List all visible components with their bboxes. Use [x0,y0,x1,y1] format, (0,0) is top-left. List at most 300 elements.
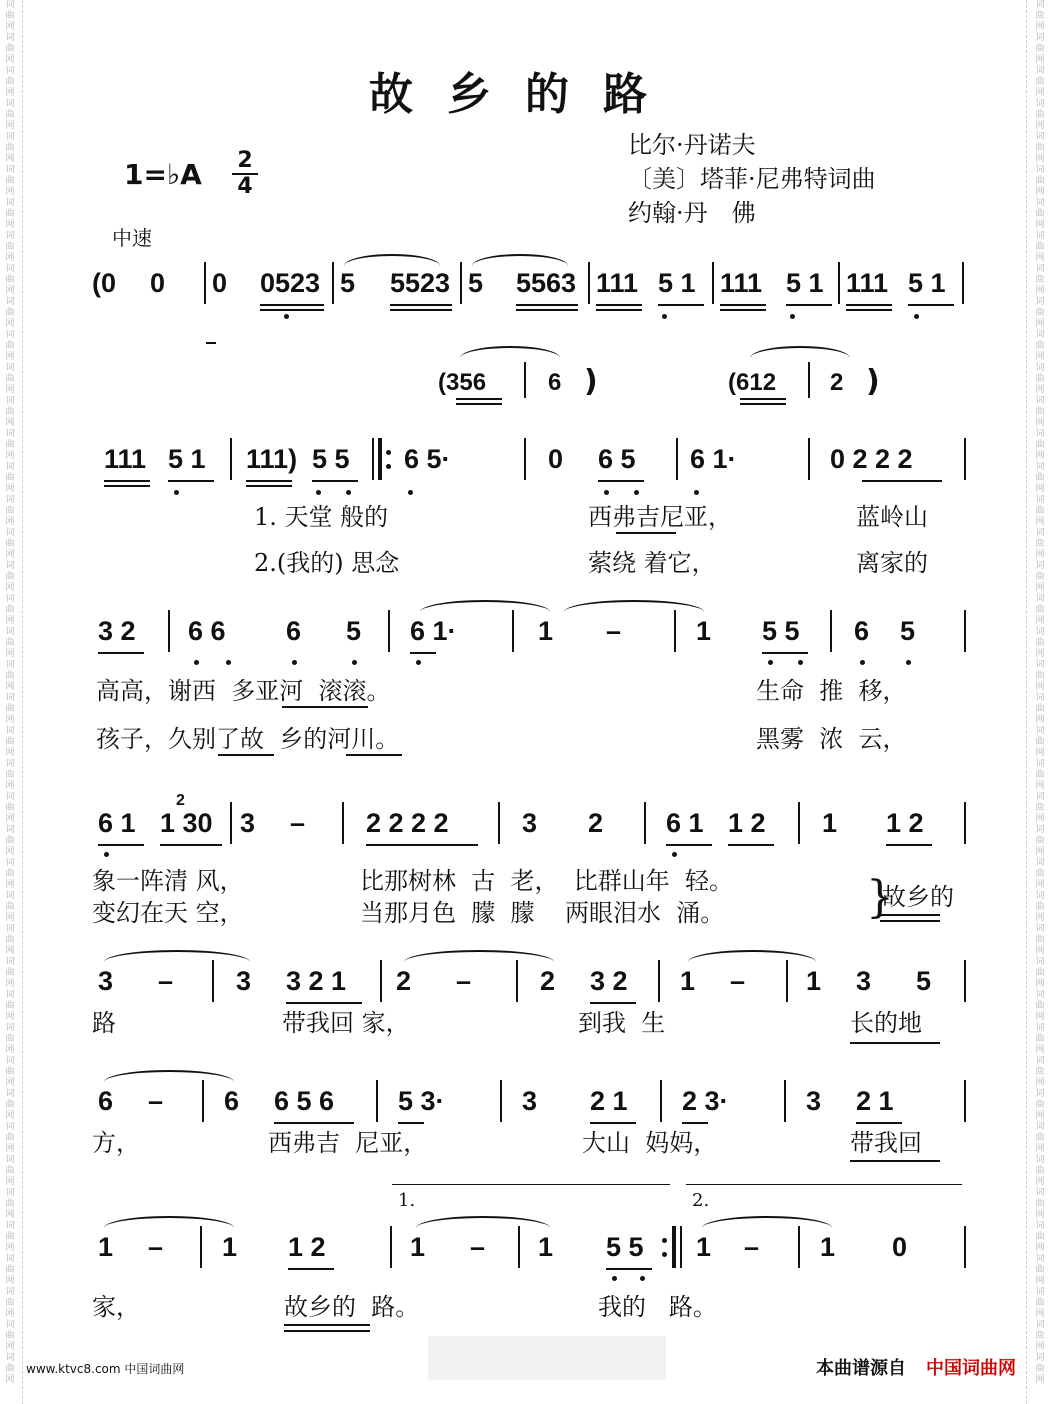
barline [674,610,676,652]
watermark-glyph: 词 [5,297,15,307]
volta-1: 1. [398,1190,416,1211]
brace: } [866,872,894,923]
barline [230,802,232,844]
watermark-glyph: 词 [5,132,15,142]
lyric-verse-2: 离家的 [856,549,928,577]
watermark-glyph: 曲 [5,44,15,54]
note: (0 [92,268,117,298]
watermark-glyph: 曲 [5,110,15,120]
barline [524,438,526,480]
note: 111) [246,444,298,474]
watermark-glyph: 曲 [5,836,15,846]
watermark-glyph: 网 [1035,220,1045,230]
lyric-chorus: 西弗吉 尼亚， [268,1129,428,1157]
note: 3 [240,808,256,838]
watermark-glyph: 网 [5,22,15,32]
watermark-glyph: 词 [5,1254,15,1264]
watermark-glyph: 词 [1035,330,1045,340]
note: 1 [680,966,696,996]
watermark-glyph: 词 [1035,660,1045,670]
watermark-glyph: 曲 [1035,935,1045,945]
watermark-glyph: 网 [5,979,15,989]
volta-2: 2. [692,1190,710,1211]
note: 6 1· [410,616,457,646]
barline [798,802,800,844]
watermark-glyph: 网 [5,154,15,164]
note: (612 [728,369,777,396]
watermark-glyph: 曲 [5,209,15,219]
watermark-glyph: 词 [5,1320,15,1330]
watermark-glyph: 词 [5,1155,15,1165]
watermark-glyph: 词 [1035,1320,1045,1330]
watermark-glyph: 网 [1035,913,1045,923]
watermark-glyph: 网 [1035,1309,1045,1319]
note: 0 [548,444,564,474]
watermark-glyph: 网 [5,1111,15,1121]
note: 6 [548,369,562,396]
watermark-glyph: 网 [1035,1342,1045,1352]
note: 2 [540,966,556,996]
watermark-glyph: 曲 [5,869,15,879]
watermark-glyph: 曲 [1035,407,1045,417]
lyric-verse-2: 孩子，久别了故 乡的河川。 [96,725,400,753]
watermark-glyph: 曲 [5,1133,15,1143]
watermark-glyph: 词 [1035,594,1045,604]
lyric-chorus: 带我回 家， [282,1009,410,1037]
watermark-glyph: 词 [1035,1287,1045,1297]
note: 0 [212,268,228,298]
watermark-glyph: 词 [5,693,15,703]
watermark-glyph: 曲 [1035,869,1045,879]
note: 5 [468,268,484,298]
note: 2 1 [590,1086,628,1116]
watermark-glyph: 网 [1035,1276,1045,1286]
barline [200,1226,202,1268]
lyric-chorus: 方， [92,1129,140,1157]
note: – [470,1232,486,1262]
footer-blank-box [428,1336,666,1380]
watermark-glyph: 曲 [5,308,15,318]
note: 3 [806,1086,822,1116]
watermark-glyph: 词 [1035,891,1045,901]
barline [808,362,810,398]
barline [388,610,390,652]
watermark-glyph: 网 [1035,847,1045,857]
watermark-glyph: 曲 [1035,1232,1045,1242]
watermark-glyph: 词 [1035,1023,1045,1033]
barline [588,262,590,304]
watermark-glyph: 网 [1035,88,1045,98]
watermark-glyph: 网 [1035,1012,1045,1022]
note: 6 1 [666,808,704,838]
watermark-glyph: 曲 [5,374,15,384]
watermark-glyph: 网 [5,385,15,395]
note: 111 [720,268,763,298]
watermark-glyph: 词 [5,198,15,208]
note: – [744,1232,760,1262]
watermark-glyph: 曲 [5,1331,15,1341]
watermark-glyph: 网 [1035,649,1045,659]
watermark-glyph: 曲 [5,1034,15,1044]
watermark-glyph: 网 [5,1375,15,1385]
watermark-glyph: 网 [1035,715,1045,725]
lyric-verse-2: 黑雾 浓 云， [756,725,907,753]
watermark-glyph: 网 [5,484,15,494]
watermark-glyph: 曲 [1035,1133,1045,1143]
watermark-glyph: 词 [5,231,15,241]
watermark-glyph: 词 [5,1221,15,1231]
watermark-glyph: 词 [5,66,15,76]
lyric-verse-1: 西弗吉尼亚， [588,503,732,531]
repeat-barline [680,1226,682,1268]
note: (356 [438,369,487,396]
note: 1 2 [728,808,766,838]
watermark-glyph: 网 [1035,1177,1045,1187]
watermark-glyph: 网 [5,418,15,428]
watermark-glyph: 词 [5,0,15,10]
credits [628,128,876,230]
watermark-glyph: 网 [1035,385,1045,395]
watermark-glyph: 曲 [5,341,15,351]
watermark-glyph: 词 [5,528,15,538]
watermark-glyph: 网 [1035,1111,1045,1121]
watermark-glyph: 词 [1035,693,1045,703]
watermark-glyph: 网 [1035,451,1045,461]
watermark-glyph: 曲 [5,1232,15,1242]
watermark-glyph: 曲 [1035,737,1045,747]
barline [964,960,966,1002]
lyric-verse-2: 当那月色 朦 朦 两眼泪水 涌。 [360,899,725,927]
watermark-glyph: 网 [5,781,15,791]
watermark-glyph: 词 [1035,792,1045,802]
note: 0523 [260,268,321,298]
watermark-glyph: 曲 [5,473,15,483]
watermark-glyph: 网 [5,187,15,197]
note: – [606,616,622,646]
watermark-glyph: 曲 [1035,704,1045,714]
watermark-glyph: 网 [1035,286,1045,296]
song-title: 故乡的路 [369,69,681,120]
watermark-glyph: 网 [1035,1078,1045,1088]
barline [380,960,382,1002]
watermark-glyph: 网 [5,1243,15,1253]
note: 2 2 2 2 [366,808,449,838]
watermark-glyph: 网 [5,1078,15,1088]
watermark-glyph: 网 [5,1276,15,1286]
note: 3 [522,1086,538,1116]
note: 6 [286,616,302,646]
watermark-glyph: 网 [5,55,15,65]
watermark-glyph: 词 [1035,264,1045,274]
watermark-glyph: 网 [1035,748,1045,758]
watermark-glyph: 曲 [5,440,15,450]
note: 111 [104,444,147,474]
watermark-glyph: 词 [1035,528,1045,538]
barline [460,262,462,304]
watermark-glyph: 网 [1035,22,1045,32]
note: – [456,966,472,996]
note: 6 5 [598,444,636,474]
barline [786,960,788,1002]
note: 5 [900,616,916,646]
watermark-glyph: 词 [5,957,15,967]
left-edge-line [22,0,23,1404]
watermark-glyph: 曲 [1035,1100,1045,1110]
watermark-glyph: 词 [1035,990,1045,1000]
watermark-glyph: 词 [1035,759,1045,769]
note: 6 1 [98,808,136,838]
note: 1 [696,616,712,646]
barline [784,1080,786,1122]
note: 0 [150,268,166,298]
watermark-glyph: 词 [5,99,15,109]
watermark-glyph: 网 [5,583,15,593]
watermark-glyph: 曲 [1035,836,1045,846]
note: 6 [224,1086,240,1116]
watermark-glyph: 曲 [5,1001,15,1011]
time-sig-top: 2 [237,148,253,173]
watermark-glyph: 曲 [5,1265,15,1275]
watermark-glyph: 网 [5,1045,15,1055]
note: 1 [696,1232,712,1262]
watermark-glyph: 网 [1035,253,1045,263]
note: – [158,966,174,996]
watermark-glyph: 词 [5,858,15,868]
watermark-glyph: 曲 [1035,1265,1045,1275]
watermark-glyph: 网 [1035,55,1045,65]
watermark-glyph: 词 [5,396,15,406]
watermark-glyph: 词 [1035,1188,1045,1198]
note: 5 1 [168,444,206,474]
watermark-glyph: 网 [5,913,15,923]
paren: ) [866,364,880,399]
note: 5 1 [908,268,946,298]
watermark-glyph: 词 [1035,165,1045,175]
barline [798,1226,800,1268]
watermark-glyph: 曲 [5,242,15,252]
watermark-glyph: 曲 [5,902,15,912]
note: 6 1· [690,444,737,474]
note: 5 5 [312,444,350,474]
key-signature: 1=♭A [124,158,202,191]
watermark-glyph: 词 [5,363,15,373]
watermark-glyph: 曲 [1035,77,1045,87]
watermark-glyph: 网 [1035,1045,1045,1055]
credit-line-3: 约翰·丹 佛 [628,199,756,227]
watermark-glyph: 曲 [5,11,15,21]
lyric-chorus: 路 [92,1009,116,1037]
watermark-glyph: 曲 [1035,440,1045,450]
note: 5 [340,268,356,298]
watermark-glyph: 词 [1035,0,1045,10]
watermark-glyph: 曲 [5,803,15,813]
watermark-glyph: 词 [1035,1122,1045,1132]
barline [808,438,810,480]
watermark-glyph: 曲 [1035,1199,1045,1209]
watermark-glyph: 曲 [1035,1364,1045,1374]
watermark-glyph: 曲 [5,1166,15,1176]
barline [676,438,678,480]
watermark-glyph: 词 [1035,429,1045,439]
note: 1 [538,1232,554,1262]
note: 5523 [390,268,451,298]
note: 111 [846,268,889,298]
watermark-glyph: 词 [1035,858,1045,868]
watermark-glyph: 词 [5,627,15,637]
watermark-glyph: 词 [5,594,15,604]
repeat-barline [372,438,374,480]
watermark-glyph: 网 [5,616,15,626]
watermark-glyph: 曲 [1035,110,1045,120]
watermark-glyph: 网 [1035,682,1045,692]
watermark-glyph: 词 [5,726,15,736]
note: 111 [596,268,639,298]
watermark-glyph: 词 [5,1287,15,1297]
note: 3 [98,966,114,996]
note: 5 5 [762,616,800,646]
watermark-glyph: 网 [1035,484,1045,494]
watermark-glyph: 网 [1035,1144,1045,1154]
watermark-glyph: 曲 [1035,803,1045,813]
note: 1 [538,616,554,646]
right-watermark-strip [1030,0,1050,1404]
credit-line-2: 〔美〕塔菲·尼弗特词曲 [628,165,876,193]
footer-brand: 中国词曲网 [926,1358,1016,1379]
lyric-chorus: 我的 路。 [598,1293,717,1321]
watermark-glyph: 网 [1035,121,1045,131]
watermark-glyph: 网 [5,1210,15,1220]
watermark-glyph: 网 [1035,979,1045,989]
barline [202,1080,204,1122]
repeat-barline [378,438,382,480]
note: 1 30 [160,808,213,838]
watermark-glyph: 网 [1035,1375,1045,1385]
watermark-glyph: 词 [1035,495,1045,505]
watermark-glyph: 曲 [1035,1001,1045,1011]
watermark-glyph: 词 [1035,924,1045,934]
watermark-glyph: 词 [1035,1221,1045,1231]
watermark-glyph: 曲 [1035,638,1045,648]
note: 5 1 [786,268,824,298]
watermark-glyph: 网 [5,319,15,329]
score-row-3 [0,614,1050,674]
left-watermark-strip [0,0,20,1404]
watermark-glyph: 词 [1035,132,1045,142]
lyric-chorus: 故乡的 [882,883,954,911]
watermark-glyph: 词 [1035,396,1045,406]
watermark-glyph: 曲 [1035,1034,1045,1044]
barline [964,1226,966,1268]
barline [644,802,646,844]
watermark-glyph: 词 [5,759,15,769]
watermark-glyph: 曲 [1035,572,1045,582]
barline [230,438,232,480]
watermark-glyph: 网 [5,748,15,758]
repeat-barline [672,1226,676,1268]
lyric-chorus: 故乡的 路。 [284,1293,420,1321]
note: 1 [822,808,838,838]
watermark-glyph: 网 [5,88,15,98]
lyric-verse-2: 2.(我的) 思念 [254,549,400,577]
watermark-glyph: 曲 [1035,143,1045,153]
footer-source-label: 本曲谱源自 [816,1358,906,1379]
watermark-glyph: 词 [5,825,15,835]
barline [332,262,334,304]
watermark-glyph: 曲 [1035,275,1045,285]
watermark-glyph: 词 [1035,957,1045,967]
watermark-glyph: 网 [5,121,15,131]
watermark-glyph: 曲 [1035,1166,1045,1176]
score-row-7 [0,1230,1050,1290]
barline [964,1080,966,1122]
watermark-glyph: 网 [5,1342,15,1352]
note: 1 2 [288,1232,326,1262]
watermark-glyph: 曲 [5,77,15,87]
note: 5 [346,616,362,646]
watermark-glyph: 曲 [5,638,15,648]
footer-source [816,1354,1016,1380]
note: 1 [820,1232,836,1262]
barline [712,262,714,304]
watermark-glyph: 网 [1035,781,1045,791]
lyric-chorus: 长的地 [850,1009,922,1037]
note: 2 [830,369,844,396]
time-signature [232,150,258,198]
note: 6 [854,616,870,646]
watermark-glyph: 网 [1035,550,1045,560]
watermark-glyph: 曲 [1035,1331,1045,1341]
note: 0 [892,1232,908,1262]
lyric-verse-1: 生命 推 移， [756,677,907,705]
time-sig-bottom: 4 [237,174,253,199]
barline [376,1080,378,1122]
watermark-glyph: 网 [5,715,15,725]
grace-note: 2 [176,792,185,809]
watermark-glyph: 曲 [1035,242,1045,252]
barline [964,438,966,480]
note: 3 2 [98,616,136,646]
watermark-glyph: 曲 [5,275,15,285]
watermark-glyph: 词 [5,1122,15,1132]
watermark-glyph: 词 [1035,825,1045,835]
watermark-glyph: 曲 [1035,176,1045,186]
note: 2 [396,966,412,996]
note: 2 1 [856,1086,894,1116]
watermark-glyph: 词 [1035,99,1045,109]
watermark-glyph: 曲 [5,1100,15,1110]
watermark-glyph: 词 [1035,726,1045,736]
watermark-glyph: 词 [1035,1089,1045,1099]
watermark-glyph: 词 [5,1023,15,1033]
watermark-glyph: 词 [1035,297,1045,307]
barline [658,960,660,1002]
watermark-glyph: 网 [5,352,15,362]
watermark-glyph: 词 [1035,231,1045,241]
watermark-glyph: 网 [5,550,15,560]
note: – [148,1232,164,1262]
watermark-glyph: 词 [5,792,15,802]
note: – [148,1086,164,1116]
watermark-glyph: 网 [1035,880,1045,890]
watermark-glyph: 词 [5,660,15,670]
note: 3 [522,808,538,838]
watermark-glyph: 曲 [1035,671,1045,681]
watermark-glyph: 曲 [1035,308,1045,318]
watermark-glyph: 网 [5,1177,15,1187]
watermark-glyph: 曲 [5,506,15,516]
watermark-glyph: 网 [5,517,15,527]
note: 1 [806,966,822,996]
